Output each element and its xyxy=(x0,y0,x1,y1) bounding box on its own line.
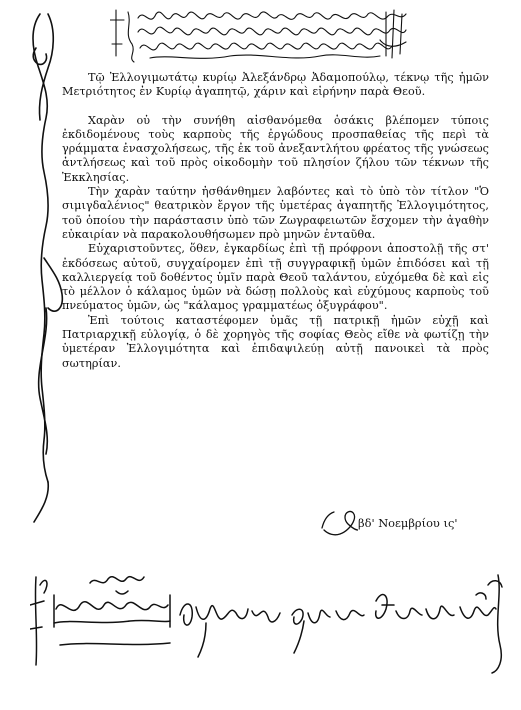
paragraph-2: Τὴν χαρὰν ταύτην ἠσθάνθημεν λαβόντες καὶ τὸ ὑπὸ τὸν τίτλον "Ὁ σιμιγδαλένιος" θεατρικὸν ἔργον τῆς ὑμετέρας ἀγαπητῆς Ἐλλογιμότητος, τοῦ ὁποίου τὴν παράστασιν ὑπὸ τῶν Ζωγραφειωτῶν ἔσχομεν τὴν ἀγαθὴν εὐκαιρίαν νὰ παρακολουθήσωμεν πρὸ μηνῶν ἐνταῦθα. xyxy=(62,185,489,241)
salutation: Τῷ Ἐλλογιμωτάτῳ κυρίῳ Ἀλεξάνδρῳ Ἀδαμοπούλῳ, τέκνῳ τῆς ἡμῶν Μετριότητος ἐν Κυρίῳ ἀγαπητῷ, χάριν καὶ εἰρήνην παρὰ Θεοῦ. xyxy=(62,71,489,99)
dateline xyxy=(318,508,508,538)
closing-signature-image xyxy=(30,565,508,675)
paragraph-3: Εὐχαριστοῦντες, ὅθεν, ἐγκαρδίως ἐπὶ τῇ πρόφρονι ἀποστολῇ τῆς στ' ἐκδόσεως αὐτοῦ, συγχαίρομεν ἐπὶ τῇ συγγραφικῇ ὑμῶν ἐπιδόσει καὶ τῇ καλλιεργείᾳ τοῦ δοθέντος ὑμῖν παρὰ Θεοῦ ταλάντου, εὐχόμεθα δὲ καὶ εἰς τὸ μέλλον ὁ κάλαμος ὑμῶν νὰ δώσῃ πολλοὺς καὶ εὐχύμους καρποὺς τοῦ πνεύματος ὑμῶν, ὡς "κάλαμος γραμματέως ὀξυγράφου". xyxy=(62,242,489,313)
paragraph-4: Ἐπὶ τούτοις καταστέφομεν ὑμᾶς τῇ πατρικῇ ἡμῶν εὐχῇ καὶ Πατριαρχικῇ εὐλογίᾳ, ὁ δὲ χορηγὸς τῆς σοφίας Θεὸς εἴθε νὰ φωτίζῃ τὴν ὑμετέραν Ἐλλογιμότητα καὶ ἐπιδαψιλεύῃ αὐτῇ πανοικεὶ τὰ πρὸς σωτηρίαν. xyxy=(62,313,489,370)
letter-body xyxy=(62,71,489,371)
letterhead-signature-image xyxy=(110,4,410,66)
left-margin-flourish xyxy=(26,8,66,608)
date-text: βδ' Νοεμβρίου ις' xyxy=(358,516,458,530)
dateline-flourish-icon xyxy=(318,508,358,538)
paragraph-1: Χαρὰν οὐ τὴν συνήθη αἰσθανόμεθα ὁσάκις βλέπομεν τύποις ἐκδιδομένους τοὺς καρποὺς τῆς ἐργώδους προσπαθείας τῆς περὶ τὰ γράμματα ἐνασχολήσεως, τῆς ἐκ τοῦ ἀνεξαντλήτου φρέατος τῆς γνώσεως ἀντλήσεως καὶ τοῦ πρὸς οἰκοδομὴν τοῦ πλησίον ζήλου τῶν τέκνων τῆς Ἐκκλησίας. xyxy=(62,113,489,184)
